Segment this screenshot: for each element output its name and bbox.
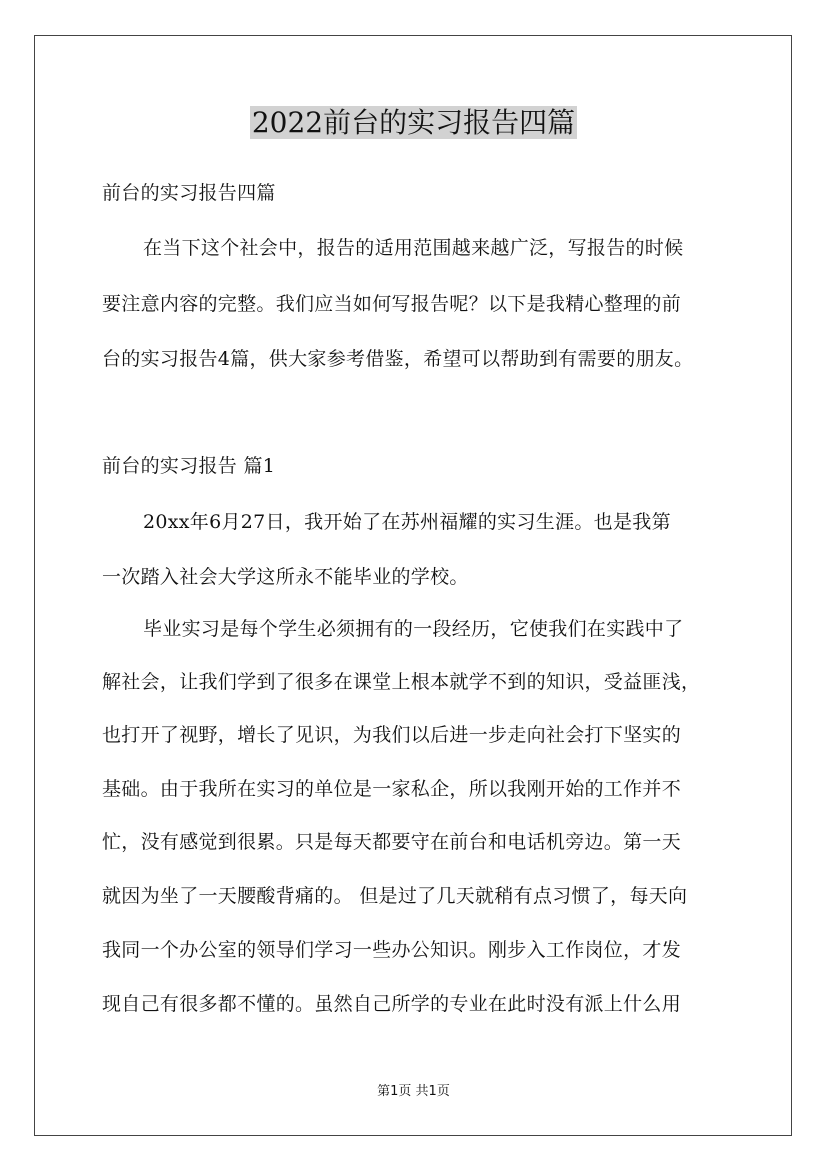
paragraph-line: 也打开了视野，增长了见识，为我们以后进一步走向社会打下坚实的	[102, 724, 682, 746]
paragraph-line: 一次踏入社会大学这所永不能毕业的学校。	[102, 566, 469, 588]
paragraph-line: 我同一个办公室的领导们学习一些办公知识。刚步入工作岗位，才发	[102, 939, 682, 961]
paragraph-line: 忙，没有感觉到很累。只是每天都要守在前台和电话机旁边。第一天	[102, 831, 682, 853]
document-subtitle: 前台的实习报告四篇	[102, 182, 276, 204]
paragraph-line: 基础。由于我所在实习的单位是一家私企，所以我刚开始的工作并不	[102, 778, 682, 800]
paragraph-line: 解社会，让我们学到了很多在课堂上根本就学不到的知识，受益匪浅，	[102, 671, 701, 693]
document-title	[0, 103, 827, 143]
paragraph-line: 毕业实习是每个学生必须拥有的一段经历，它使我们在实践中了	[143, 618, 684, 640]
paragraph-line: 20xx年6月27日，我开始了在苏州福耀的实习生涯。也是我第	[143, 511, 671, 533]
intro-line: 要注意内容的完整。我们应当如何写报告呢？以下是我精心整理的前	[102, 293, 682, 315]
document-title-text: 2022前台的实习报告四篇	[251, 106, 576, 139]
intro-line: 台的实习报告4篇，供大家参考借鉴，希望可以帮助到有需要的朋友。	[102, 348, 694, 370]
intro-line: 在当下这个社会中，报告的适用范围越来越广泛，写报告的时候	[143, 237, 684, 259]
section-heading: 前台的实习报告 篇1	[102, 455, 276, 477]
paragraph-line: 现自己有很多都不懂的。虽然自己所学的专业在此时没有派上什么用	[102, 993, 682, 1015]
paragraph-line: 就因为坐了一天腰酸背痛的。 但是过了几天就稍有点习惯了，每天向	[102, 885, 688, 907]
page-footer: 第1页 共1页	[377, 1084, 450, 1099]
